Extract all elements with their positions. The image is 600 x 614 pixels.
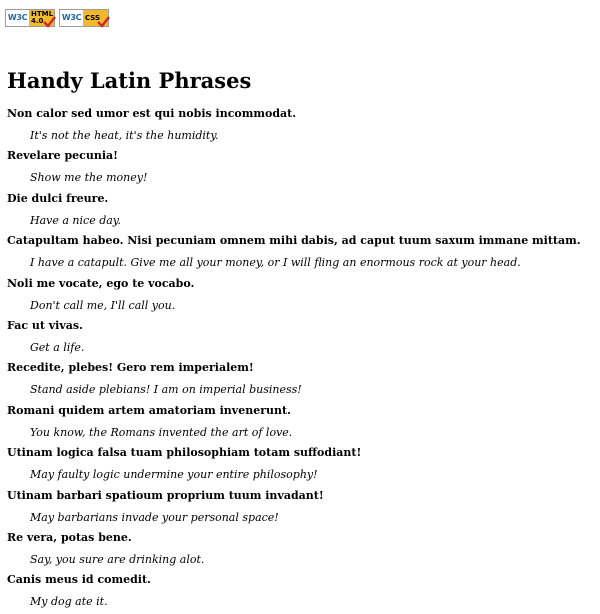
latin-phrase: Die dulci freure. (7, 191, 109, 205)
w3c-logo: W3C (6, 10, 29, 26)
w3c-logo: W3C (60, 10, 83, 26)
english-translation: My dog ate it. (30, 595, 108, 609)
latin-phrase: Utinam barbari spatioum proprium tuum invadant! (7, 488, 324, 502)
css-label-line1: CSS (85, 13, 101, 22)
latin-phrase: Utinam logica falsa tuam philosophiam totam suffodiant! (7, 446, 362, 460)
english-translation: Say, you sure are drinking alot. (30, 552, 205, 566)
checkmark-icon (43, 16, 56, 28)
english-translation: May barbarians invade your personal space! (30, 510, 279, 524)
page-title: Handy Latin Phrases (7, 68, 252, 93)
valid-css-badge[interactable] (59, 9, 109, 27)
english-translation: Stand aside plebians! I am on imperial business! (30, 383, 302, 397)
latin-phrase: Noli me vocate, ego te vocabo. (7, 276, 195, 290)
checkmark-icon (97, 16, 110, 28)
latin-phrase: Catapultam habeo. Nisi pecuniam omnem mihi dabis, ad caput tuum saxum immane mittam. (7, 234, 581, 248)
english-translation: You know, the Romans invented the art of love. (30, 425, 293, 439)
w3c-badges (5, 9, 109, 27)
english-translation: Get a life. (30, 340, 85, 354)
latin-phrase: Non calor sed umor est qui nobis incommodat. (7, 107, 297, 120)
html-label-line1: HTML (31, 10, 54, 18)
english-translation: Don't call me, I'll call you. (30, 298, 176, 312)
phrase-list (0, 105, 581, 614)
valid-html-badge[interactable] (5, 9, 55, 27)
latin-phrase: Canis meus id comedit. (7, 573, 151, 587)
english-translation: Show me the money! (30, 171, 148, 185)
english-translation: May faulty logic undermine your entire philosophy! (30, 468, 318, 482)
latin-phrase: Re vera, potas bene. (7, 530, 132, 544)
html-label-line2: 4.0 (31, 17, 44, 25)
latin-phrase: Revelare pecunia! (7, 149, 118, 163)
latin-phrase: Recedite, plebes! Gero rem imperialem! (7, 361, 254, 375)
latin-phrase: Fac ut vivas. (7, 318, 83, 332)
english-translation: I have a catapult. Give me all your money, or I will fling an enormous rock at your head. (30, 256, 521, 270)
english-translation: Have a nice day. (30, 213, 122, 227)
latin-phrase: Romani quidem artem amatoriam invenerunt. (7, 403, 291, 417)
english-translation: It's not the heat, it's the humidity. (30, 129, 219, 142)
